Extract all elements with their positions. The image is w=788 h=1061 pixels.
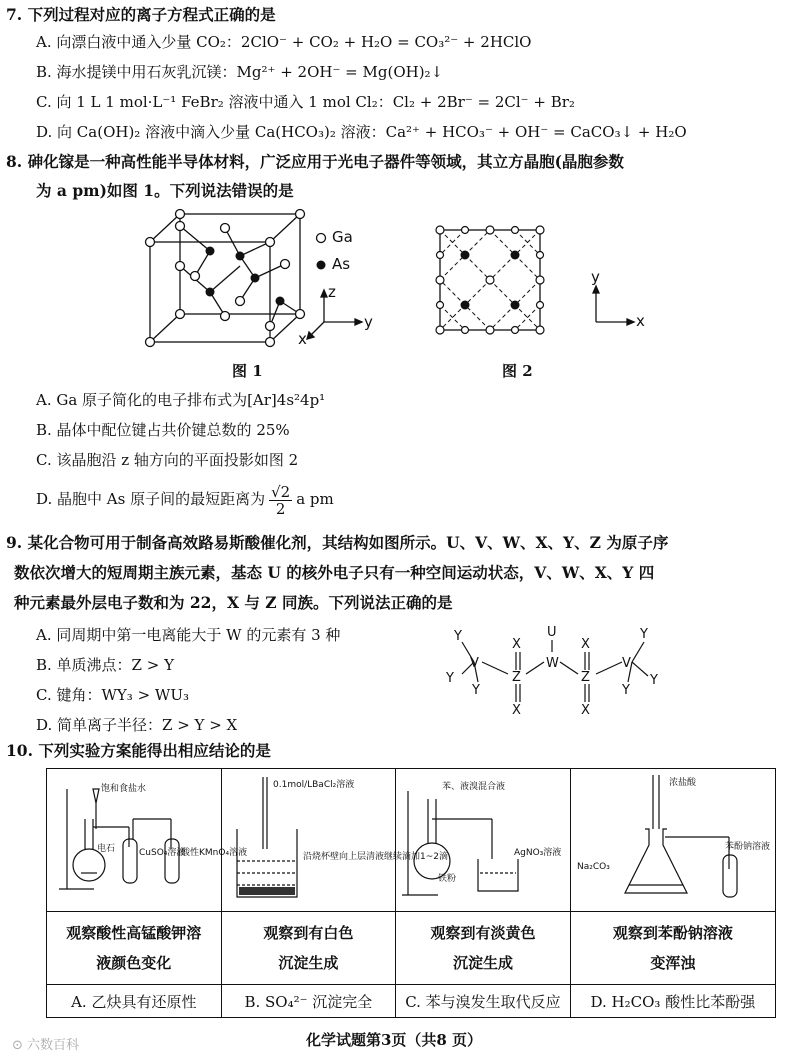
atom-v: V bbox=[622, 656, 631, 671]
observation-a bbox=[47, 912, 222, 985]
conclusion-a: A. 乙炔具有还原性 bbox=[47, 985, 222, 1018]
q9-option-a: A. 同周期中第一电离能大于 W 的元素有 3 种 bbox=[36, 626, 341, 644]
apparatus-d-drawing bbox=[573, 769, 773, 907]
label-d-top: 浓盐酸 bbox=[668, 778, 696, 788]
q10-stem: 10. 下列实验方案能得出相应结论的是 bbox=[6, 741, 271, 760]
atom-y: Y bbox=[446, 671, 454, 686]
fig1-axis-x: x bbox=[298, 330, 307, 348]
atom-y: Y bbox=[454, 629, 462, 644]
atom-w: W bbox=[546, 656, 559, 671]
atom-z: Z bbox=[512, 670, 521, 685]
label-c-top: 苯、液溴混合液 bbox=[441, 782, 505, 792]
observation-d-line2: 变浑浊 bbox=[650, 954, 696, 972]
legend-ga-label: Ga bbox=[332, 228, 353, 246]
legend-ga-marker bbox=[315, 232, 327, 244]
q10-experiment-table bbox=[46, 768, 776, 1018]
atom-y: Y bbox=[622, 683, 630, 698]
observation-d-line1: 观察到苯酚钠溶液 bbox=[612, 924, 733, 942]
q8-option-d bbox=[36, 482, 334, 517]
q9-option-c: C. 键角：WY₃ > WU₃ bbox=[36, 686, 189, 704]
label-d-phenol: 苯酚钠溶液 bbox=[724, 842, 770, 852]
atom-y: Y bbox=[472, 683, 480, 698]
q9-stem-line3: 种元素最外层电子数和为 22，X 与 Z 同族。下列说法正确的是 bbox=[14, 593, 453, 612]
legend-as-label: As bbox=[332, 255, 351, 273]
fig1-caption: 图 1 bbox=[232, 362, 263, 380]
fig1-axis-y: y bbox=[364, 313, 373, 331]
q8-option-b: B. 晶体中配位键占共价键总数的 25% bbox=[36, 421, 290, 439]
observation-d bbox=[570, 912, 775, 985]
q7-option-c: C. 向 1 L 1 mol·L⁻¹ FeBr₂ 溶液中通入 1 mol Cl₂：Cl₂ + 2Br⁻ = 2Cl⁻ + Br₂ bbox=[36, 93, 575, 111]
q8-stem-line1: 8. 砷化镓是一种高性能半导体材料，广泛应用于光电子器件等领域，其立方晶胞(晶胞参数 bbox=[6, 152, 624, 171]
q9-structure-diagram bbox=[440, 618, 680, 728]
conclusion-b: B. SO₄²⁻ 沉淀完全 bbox=[221, 985, 396, 1018]
fig2-axis-x: x bbox=[636, 312, 645, 330]
label-b-side: 沿烧杯壁向上层清液继续滴加1~2滴 bbox=[303, 852, 449, 862]
conclusion-d: D. H₂CO₃ 酸性比苯酚强 bbox=[570, 985, 775, 1018]
label-a-cuso4: CuSO₄溶液 bbox=[138, 848, 186, 858]
atom-v: V bbox=[470, 656, 479, 671]
q8-option-c: C. 该晶胞沿 z 轴方向的平面投影如图 2 bbox=[36, 451, 299, 469]
fig2-axis-y: y bbox=[591, 268, 600, 286]
fraction-numerator: √2 bbox=[271, 482, 291, 501]
atom-x: X bbox=[512, 637, 521, 652]
label-c-fe: 铁粉 bbox=[437, 874, 456, 884]
atom-x: X bbox=[581, 637, 590, 652]
q8-option-d-suffix: a pm bbox=[296, 490, 334, 508]
apparatus-c bbox=[396, 769, 571, 912]
atom-x: X bbox=[512, 703, 521, 718]
fig1-axis-z: z bbox=[328, 283, 336, 301]
label-d-na2co3: Na₂CO₃ bbox=[576, 862, 610, 872]
observation-a-line1: 观察酸性高锰酸钾溶 bbox=[66, 924, 202, 942]
atom-x: X bbox=[581, 703, 590, 718]
observation-c bbox=[396, 912, 571, 985]
legend-as-marker bbox=[315, 259, 327, 271]
label-a-kmno4: 酸性KMnO₄溶液 bbox=[180, 848, 247, 858]
q7-option-a: A. 向漂白液中通入少量 CO₂：2ClO⁻ + CO₂ + H₂O = CO₃²⁻ + 2HClO bbox=[36, 33, 532, 51]
label-a-top: 饱和食盐水 bbox=[100, 784, 146, 794]
observation-b bbox=[221, 912, 396, 985]
fig2-caption: 图 2 bbox=[502, 362, 533, 380]
apparatus-a-drawing bbox=[49, 769, 247, 907]
observation-b-line1: 观察到有白色 bbox=[263, 924, 354, 942]
observation-c-line2: 沉淀生成 bbox=[452, 954, 513, 972]
q9-stem-line1: 9. 某化合物可用于制备高效路易斯酸催化剂，其结构如图所示。U、V、W、X、Y、Z 为原子序 bbox=[6, 533, 669, 552]
q8-stem-line2: 为 a pm)如图 1。下列说法错误的是 bbox=[36, 181, 294, 200]
q9-option-b: B. 单质沸点：Z > Y bbox=[36, 656, 174, 674]
q9-option-d: D. 简单离子半径：Z > Y > X bbox=[36, 716, 238, 734]
q7-stem: 7. 下列过程对应的离子方程式正确的是 bbox=[6, 5, 276, 24]
q8-option-d-fraction bbox=[269, 484, 292, 517]
atom-y: Y bbox=[640, 627, 648, 642]
q7-option-b: B. 海水提镁中用石灰乳沉镁：Mg²⁺ + 2OH⁻ = Mg(OH)₂↓ bbox=[36, 63, 444, 81]
q8-option-a: A. Ga 原子简化的电子排布式为[Ar]4s²4p¹ bbox=[36, 391, 326, 409]
conclusion-c: C. 苯与溴发生取代反应 bbox=[396, 985, 571, 1018]
observation-b-line2: 沉淀生成 bbox=[278, 954, 339, 972]
fraction-denominator: 2 bbox=[275, 499, 286, 518]
q9-stem-line2: 数依次增大的短周期主族元素，基态 U 的核外电子只有一种空间运动状态，V、W、X、Y 四 bbox=[14, 563, 655, 582]
watermark: ⊙ 六数百科 bbox=[12, 1038, 80, 1053]
observation-a-line2: 液颜色变化 bbox=[96, 954, 172, 972]
page-footer: 化学试题第3页（共8 页） bbox=[305, 1031, 483, 1049]
label-c-agno3: AgNO₃溶液 bbox=[513, 848, 562, 858]
q7-option-d: D. 向 Ca(OH)₂ 溶液中滴入少量 Ca(HCO₃)₂ 溶液：Ca²⁺ + HCO₃⁻ + OH⁻ = CaCO₃↓ + H₂O bbox=[36, 123, 687, 141]
figure-2-projection bbox=[430, 220, 550, 340]
atom-u: U bbox=[547, 625, 557, 640]
atom-y: Y bbox=[650, 673, 658, 688]
label-b-top: 0.1mol/LBaCl₂溶液 bbox=[273, 780, 355, 790]
apparatus-d bbox=[570, 769, 775, 912]
q8-option-d-prefix: D. 晶胞中 As 原子间的最短距离为 bbox=[36, 490, 266, 508]
observation-c-line1: 观察到有淡黄色 bbox=[430, 924, 536, 942]
atom-z: Z bbox=[581, 670, 590, 685]
label-a-stone: 电石 bbox=[96, 844, 115, 854]
apparatus-a bbox=[47, 769, 247, 912]
apparatus-c-drawing bbox=[398, 769, 568, 907]
